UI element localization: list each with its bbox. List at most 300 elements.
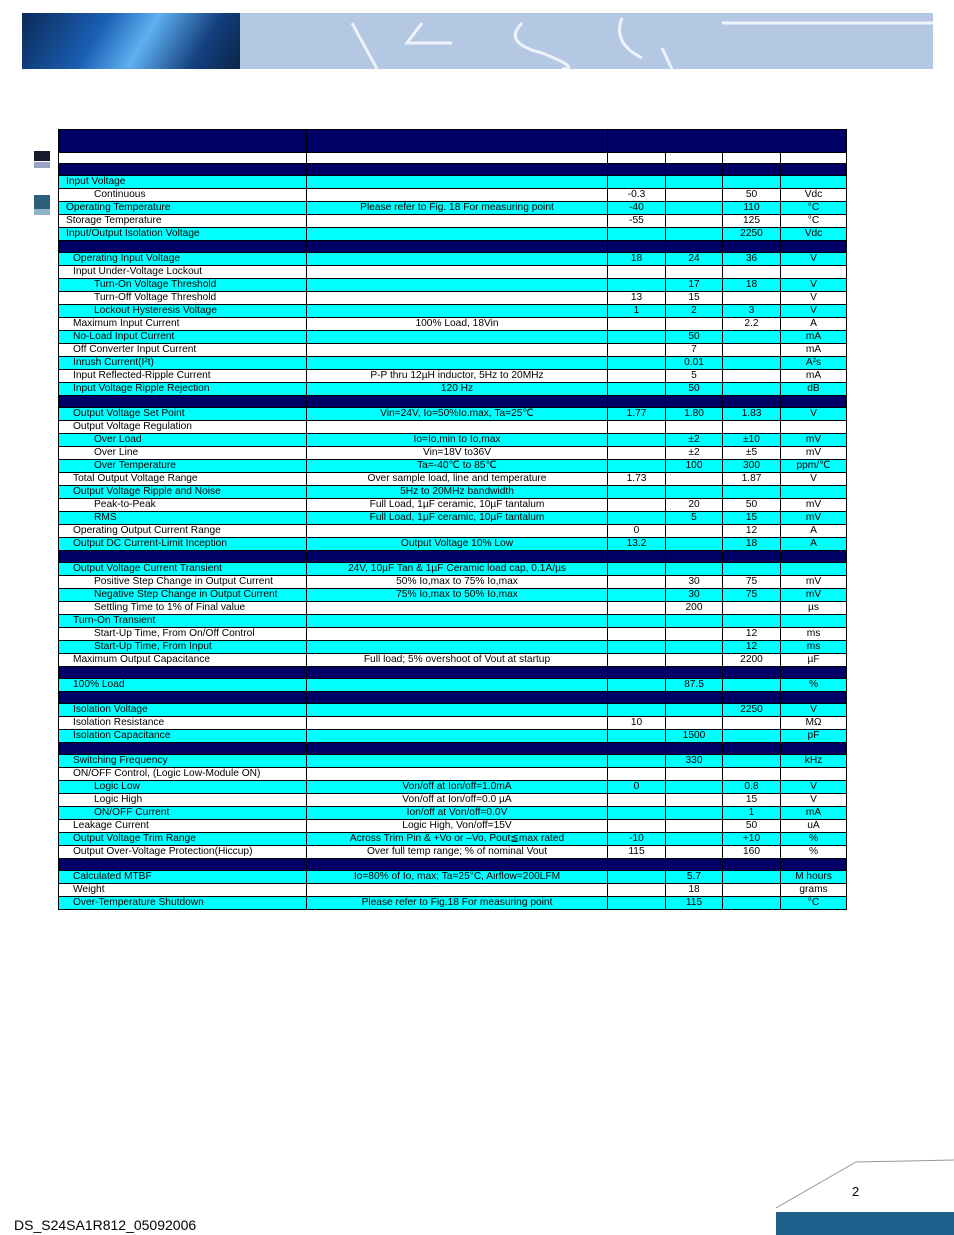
cell-cond — [307, 266, 608, 279]
footer-corner-graphic — [776, 1158, 954, 1235]
subheader-row — [59, 153, 847, 164]
cell-param: Input Voltage Ripple Rejection — [59, 383, 307, 396]
cell-min — [608, 318, 666, 331]
table-row — [59, 794, 847, 807]
cell-typ — [666, 215, 723, 228]
table-row — [59, 641, 847, 654]
section-header-row — [59, 667, 847, 679]
cell-max — [723, 755, 781, 768]
cell-min — [608, 654, 666, 667]
cell-cond — [307, 628, 608, 641]
cell-max — [723, 871, 781, 884]
table-row — [59, 654, 847, 667]
cell-unit: V — [781, 473, 847, 486]
cell-unit: µs — [781, 602, 847, 615]
cell-min: -55 — [608, 215, 666, 228]
cell-max: +10 — [723, 833, 781, 846]
cell-max: 18 — [723, 538, 781, 551]
cell-unit: % — [781, 833, 847, 846]
cell-unit: grams — [781, 884, 847, 897]
cell-unit: A²s — [781, 357, 847, 370]
cell-param: Input Voltage — [59, 176, 307, 189]
cell-max: 1.87 — [723, 473, 781, 486]
table-row — [59, 279, 847, 292]
cell-min — [608, 176, 666, 189]
cell-min: 13 — [608, 292, 666, 305]
cell-max — [723, 884, 781, 897]
table-row — [59, 717, 847, 730]
table-row — [59, 512, 847, 525]
cell-max: 300 — [723, 460, 781, 473]
cell-param: Output Voltage Current Transient — [59, 563, 307, 576]
cell-min — [608, 589, 666, 602]
cell-param: Operating Output Current Range — [59, 525, 307, 538]
cell-cond — [307, 344, 608, 357]
cell-max — [723, 563, 781, 576]
cell-param: Negative Step Change in Output Current — [59, 589, 307, 602]
cell-max — [723, 292, 781, 305]
cell-param: Lockout Hysteresis Voltage — [59, 305, 307, 318]
cell-cond — [307, 292, 608, 305]
cell-param: Output Voltage Regulation — [59, 421, 307, 434]
table-row — [59, 305, 847, 318]
cell-min: 18 — [608, 253, 666, 266]
cell-cond: Full Load, 1µF ceramic, 10µF tantalum — [307, 499, 608, 512]
cell-param: Over Load — [59, 434, 307, 447]
cell-typ — [666, 654, 723, 667]
document-id: DS_S24SA1R812_05092006 — [14, 1217, 197, 1233]
cell-cond: 120 Hz — [307, 383, 608, 396]
cell-max: 0.8 — [723, 781, 781, 794]
cell-typ — [666, 563, 723, 576]
cell-max — [723, 679, 781, 692]
cell-cond — [307, 331, 608, 344]
cell-max — [723, 370, 781, 383]
cell-unit: A — [781, 538, 847, 551]
cell-typ: 5 — [666, 512, 723, 525]
cell-max: 36 — [723, 253, 781, 266]
table-row — [59, 563, 847, 576]
cell-max: 2250 — [723, 228, 781, 241]
cell-unit: V — [781, 408, 847, 421]
specifications-table — [58, 129, 847, 910]
cell-max: ±5 — [723, 447, 781, 460]
header-cell-parameter — [59, 130, 307, 153]
table-row — [59, 486, 847, 499]
cell-cond: Full load; 5% overshoot of Vout at startup — [307, 654, 608, 667]
table-row — [59, 768, 847, 781]
header-cell-values — [608, 130, 847, 153]
cell-unit: M hours — [781, 871, 847, 884]
cell-min — [608, 421, 666, 434]
cell-cond — [307, 421, 608, 434]
cell-param: Output Over-Voltage Protection(Hiccup) — [59, 846, 307, 859]
cell-unit: V — [781, 305, 847, 318]
cell-min — [608, 344, 666, 357]
cell-typ — [666, 768, 723, 781]
cell-max: 15 — [723, 794, 781, 807]
table-row — [59, 499, 847, 512]
cell-max — [723, 266, 781, 279]
cell-param: Output DC Current-Limit Inception — [59, 538, 307, 551]
table-row — [59, 525, 847, 538]
cell-max — [723, 421, 781, 434]
cell-param: Peak-to-Peak — [59, 499, 307, 512]
cell-typ: 330 — [666, 755, 723, 768]
cell-cond — [307, 615, 608, 628]
table-row — [59, 189, 847, 202]
cell-unit: Vdc — [781, 189, 847, 202]
cell-max: 2.2 — [723, 318, 781, 331]
cell-param: Switching Frequency — [59, 755, 307, 768]
cell-unit: V — [781, 253, 847, 266]
cell-cond: Ta=-40℃ to 85℃ — [307, 460, 608, 473]
table-row — [59, 408, 847, 421]
cell-min — [608, 357, 666, 370]
cell-param: Turn-On Voltage Threshold — [59, 279, 307, 292]
cell-unit: uA — [781, 820, 847, 833]
cell-unit: A — [781, 318, 847, 331]
cell-max: 1 — [723, 807, 781, 820]
cell-max: 12 — [723, 628, 781, 641]
cell-max: 12 — [723, 641, 781, 654]
cell-unit: mV — [781, 499, 847, 512]
cell-typ: 15 — [666, 292, 723, 305]
cell-min — [608, 641, 666, 654]
table-row — [59, 434, 847, 447]
section-header-row — [59, 164, 847, 176]
cell-typ — [666, 473, 723, 486]
cell-param: Settling Time to 1% of Final value — [59, 602, 307, 615]
cell-unit: % — [781, 679, 847, 692]
cell-max — [723, 717, 781, 730]
cell-min — [608, 279, 666, 292]
table-row — [59, 884, 847, 897]
cell-cond: Please refer to Fig.18 For measuring point — [307, 897, 608, 910]
table-row — [59, 344, 847, 357]
cell-typ: 115 — [666, 897, 723, 910]
cell-cond — [307, 768, 608, 781]
cell-param: Output Voltage Trim Range — [59, 833, 307, 846]
cell-max — [723, 602, 781, 615]
cell-param: Continuous — [59, 189, 307, 202]
cell-min — [608, 807, 666, 820]
cell-min — [608, 768, 666, 781]
cell-max — [723, 344, 781, 357]
cell-cond — [307, 305, 608, 318]
cell-param: Start-Up Time, From On/Off Control — [59, 628, 307, 641]
cell-unit — [781, 486, 847, 499]
cell-typ — [666, 794, 723, 807]
cell-min: 10 — [608, 717, 666, 730]
cell-typ — [666, 176, 723, 189]
side-marker-dark — [34, 151, 50, 161]
cell-param: 100% Load — [59, 679, 307, 692]
cell-unit: mV — [781, 589, 847, 602]
cell-param: Isolation Voltage — [59, 704, 307, 717]
cell-unit: % — [781, 846, 847, 859]
cell-max — [723, 331, 781, 344]
cell-min: 1.73 — [608, 473, 666, 486]
cell-unit: mV — [781, 512, 847, 525]
cell-unit: mA — [781, 807, 847, 820]
cell-typ — [666, 641, 723, 654]
section-header-row — [59, 396, 847, 408]
cell-cond — [307, 176, 608, 189]
cell-unit: mA — [781, 331, 847, 344]
cell-typ — [666, 807, 723, 820]
cell-cond: Von/off at Ion/off=0.0 µA — [307, 794, 608, 807]
cell-cond: Vin=18V to36V — [307, 447, 608, 460]
cell-param: No-Load Input Current — [59, 331, 307, 344]
cell-min: 1 — [608, 305, 666, 318]
cell-cond: 50% Io,max to 75% Io,max — [307, 576, 608, 589]
cell-max: 75 — [723, 576, 781, 589]
cell-cond — [307, 228, 608, 241]
cell-unit — [781, 266, 847, 279]
cell-min — [608, 602, 666, 615]
table-row — [59, 730, 847, 743]
table-row — [59, 704, 847, 717]
table-row — [59, 679, 847, 692]
banner-logo-watermark — [22, 13, 933, 69]
cell-cond — [307, 253, 608, 266]
cell-param: Operating Input Voltage — [59, 253, 307, 266]
cell-typ: 5 — [666, 370, 723, 383]
cell-typ — [666, 781, 723, 794]
table-row — [59, 807, 847, 820]
cell-max: 2200 — [723, 654, 781, 667]
cell-cond: Please refer to Fig. 18 For measuring point — [307, 202, 608, 215]
cell-min: 0 — [608, 781, 666, 794]
cell-min: 13.2 — [608, 538, 666, 551]
cell-unit: mV — [781, 434, 847, 447]
cell-typ — [666, 615, 723, 628]
cell-max: 2250 — [723, 704, 781, 717]
cell-min: 1.77 — [608, 408, 666, 421]
cell-unit: mV — [781, 576, 847, 589]
cell-unit: kHz — [781, 755, 847, 768]
cell-min — [608, 460, 666, 473]
cell-param: Logic High — [59, 794, 307, 807]
cell-unit: ms — [781, 641, 847, 654]
cell-typ: 24 — [666, 253, 723, 266]
cell-param: Turn-On Transient — [59, 615, 307, 628]
cell-unit: °C — [781, 215, 847, 228]
cell-unit — [781, 615, 847, 628]
cell-min — [608, 447, 666, 460]
cell-cond: 24V, 10µF Tan & 1µF Ceramic load cap, 0.1A/µs — [307, 563, 608, 576]
cell-unit: mA — [781, 370, 847, 383]
cell-cond: Output Voltage 10% Low — [307, 538, 608, 551]
cell-param: Over Temperature — [59, 460, 307, 473]
cell-typ — [666, 628, 723, 641]
cell-cond: Across Trim Pin & +Vo or –Vo, Pout≦max rated — [307, 833, 608, 846]
cell-param: Isolation Resistance — [59, 717, 307, 730]
cell-min — [608, 512, 666, 525]
cell-unit: mV — [781, 447, 847, 460]
cell-min — [608, 755, 666, 768]
section-header-row — [59, 551, 847, 563]
cell-max: 75 — [723, 589, 781, 602]
table-row — [59, 447, 847, 460]
cell-min — [608, 331, 666, 344]
cell-cond — [307, 730, 608, 743]
cell-typ — [666, 189, 723, 202]
table-row — [59, 897, 847, 910]
cell-cond — [307, 279, 608, 292]
cell-min — [608, 794, 666, 807]
cell-typ: 18 — [666, 884, 723, 897]
cell-typ — [666, 820, 723, 833]
cell-typ — [666, 833, 723, 846]
cell-param: Isolation Capacitance — [59, 730, 307, 743]
cell-max: 12 — [723, 525, 781, 538]
cell-unit: V — [781, 794, 847, 807]
cell-unit — [781, 176, 847, 189]
cell-param: Input Reflected-Ripple Current — [59, 370, 307, 383]
side-marker-teal-light — [34, 209, 50, 215]
cell-min — [608, 730, 666, 743]
cell-min: 115 — [608, 846, 666, 859]
cell-typ — [666, 538, 723, 551]
cell-cond: 75% Io,max to 50% Io,max — [307, 589, 608, 602]
cell-unit: dB — [781, 383, 847, 396]
cell-unit: V — [781, 279, 847, 292]
cell-cond — [307, 525, 608, 538]
table-row — [59, 383, 847, 396]
cell-param: Maximum Output Capacitance — [59, 654, 307, 667]
cell-unit: Vdc — [781, 228, 847, 241]
cell-typ: 0.01 — [666, 357, 723, 370]
cell-param: Total Output Voltage Range — [59, 473, 307, 486]
cell-param: Leakage Current — [59, 820, 307, 833]
table-row — [59, 460, 847, 473]
cell-param: ON/OFF Control, (Logic Low-Module ON) — [59, 768, 307, 781]
cell-param: Operating Temperature — [59, 202, 307, 215]
cell-max — [723, 383, 781, 396]
cell-cond — [307, 755, 608, 768]
section-header-row — [59, 241, 847, 253]
cell-max — [723, 176, 781, 189]
cell-max — [723, 357, 781, 370]
cell-max: 110 — [723, 202, 781, 215]
cell-param: Input Under-Voltage Lockout — [59, 266, 307, 279]
cell-cond: Von/off at Ion/off=1.0mA — [307, 781, 608, 794]
cell-unit: V — [781, 781, 847, 794]
table-row — [59, 576, 847, 589]
cell-param: Storage Temperature — [59, 215, 307, 228]
cell-param: Logic Low — [59, 781, 307, 794]
cell-cond: 5Hz to 20MHz bandwidth — [307, 486, 608, 499]
cell-typ — [666, 318, 723, 331]
cell-unit: °C — [781, 897, 847, 910]
header-cell-notes — [307, 130, 608, 153]
cell-typ: 50 — [666, 331, 723, 344]
cell-unit: mA — [781, 344, 847, 357]
cell-max: 50 — [723, 189, 781, 202]
cell-max — [723, 615, 781, 628]
cell-cond — [307, 602, 608, 615]
cell-min — [608, 434, 666, 447]
cell-cond: Over sample load, line and temperature — [307, 473, 608, 486]
cell-max — [723, 768, 781, 781]
cell-typ — [666, 717, 723, 730]
cell-param: RMS — [59, 512, 307, 525]
table-row — [59, 331, 847, 344]
table-header-row — [59, 130, 847, 153]
cell-min — [608, 563, 666, 576]
cell-max: 50 — [723, 820, 781, 833]
cell-cond: Over full temp range; % of nominal Vout — [307, 846, 608, 859]
cell-min: 0 — [608, 525, 666, 538]
cell-cond: Ion/off at Von/off=0.0V — [307, 807, 608, 820]
cell-param: Positive Step Change in Output Current — [59, 576, 307, 589]
cell-typ: 7 — [666, 344, 723, 357]
cell-param: Input/Output Isolation Voltage — [59, 228, 307, 241]
cell-typ: 200 — [666, 602, 723, 615]
cell-typ — [666, 704, 723, 717]
cell-param: Output Voltage Ripple and Noise — [59, 486, 307, 499]
cell-unit: V — [781, 704, 847, 717]
table-row — [59, 820, 847, 833]
cell-cond — [307, 357, 608, 370]
cell-param: Inrush Current(I²t) — [59, 357, 307, 370]
cell-min — [608, 820, 666, 833]
cell-max: 18 — [723, 279, 781, 292]
cell-unit: ppm/℃ — [781, 460, 847, 473]
cell-min — [608, 871, 666, 884]
cell-cond — [307, 215, 608, 228]
cell-max: 50 — [723, 499, 781, 512]
cell-min — [608, 628, 666, 641]
table-row — [59, 473, 847, 486]
cell-cond — [307, 704, 608, 717]
cell-cond: Io=80% of Io, max; Ta=25°C, Airflow=200LFM — [307, 871, 608, 884]
cell-param: Turn-Off Voltage Threshold — [59, 292, 307, 305]
cell-typ — [666, 266, 723, 279]
page-number: 2 — [852, 1184, 860, 1199]
cell-typ: 100 — [666, 460, 723, 473]
cell-max: 160 — [723, 846, 781, 859]
table-row — [59, 357, 847, 370]
cell-cond — [307, 884, 608, 897]
cell-typ: 17 — [666, 279, 723, 292]
cell-min — [608, 679, 666, 692]
cell-unit: pF — [781, 730, 847, 743]
cell-cond — [307, 189, 608, 202]
header-banner — [22, 13, 933, 69]
cell-param: Off Converter Input Current — [59, 344, 307, 357]
cell-typ — [666, 846, 723, 859]
table-row — [59, 370, 847, 383]
table-row — [59, 215, 847, 228]
table-row — [59, 846, 847, 859]
side-marker-light — [34, 162, 50, 168]
table-row — [59, 871, 847, 884]
table-row — [59, 228, 847, 241]
cell-min — [608, 228, 666, 241]
cell-max — [723, 730, 781, 743]
cell-param: Maximum Input Current — [59, 318, 307, 331]
cell-typ — [666, 421, 723, 434]
cell-unit: V — [781, 292, 847, 305]
cell-typ — [666, 202, 723, 215]
cell-typ: 2 — [666, 305, 723, 318]
table-row — [59, 421, 847, 434]
table-row — [59, 202, 847, 215]
cell-cond: Io=Io,min to Io,max — [307, 434, 608, 447]
